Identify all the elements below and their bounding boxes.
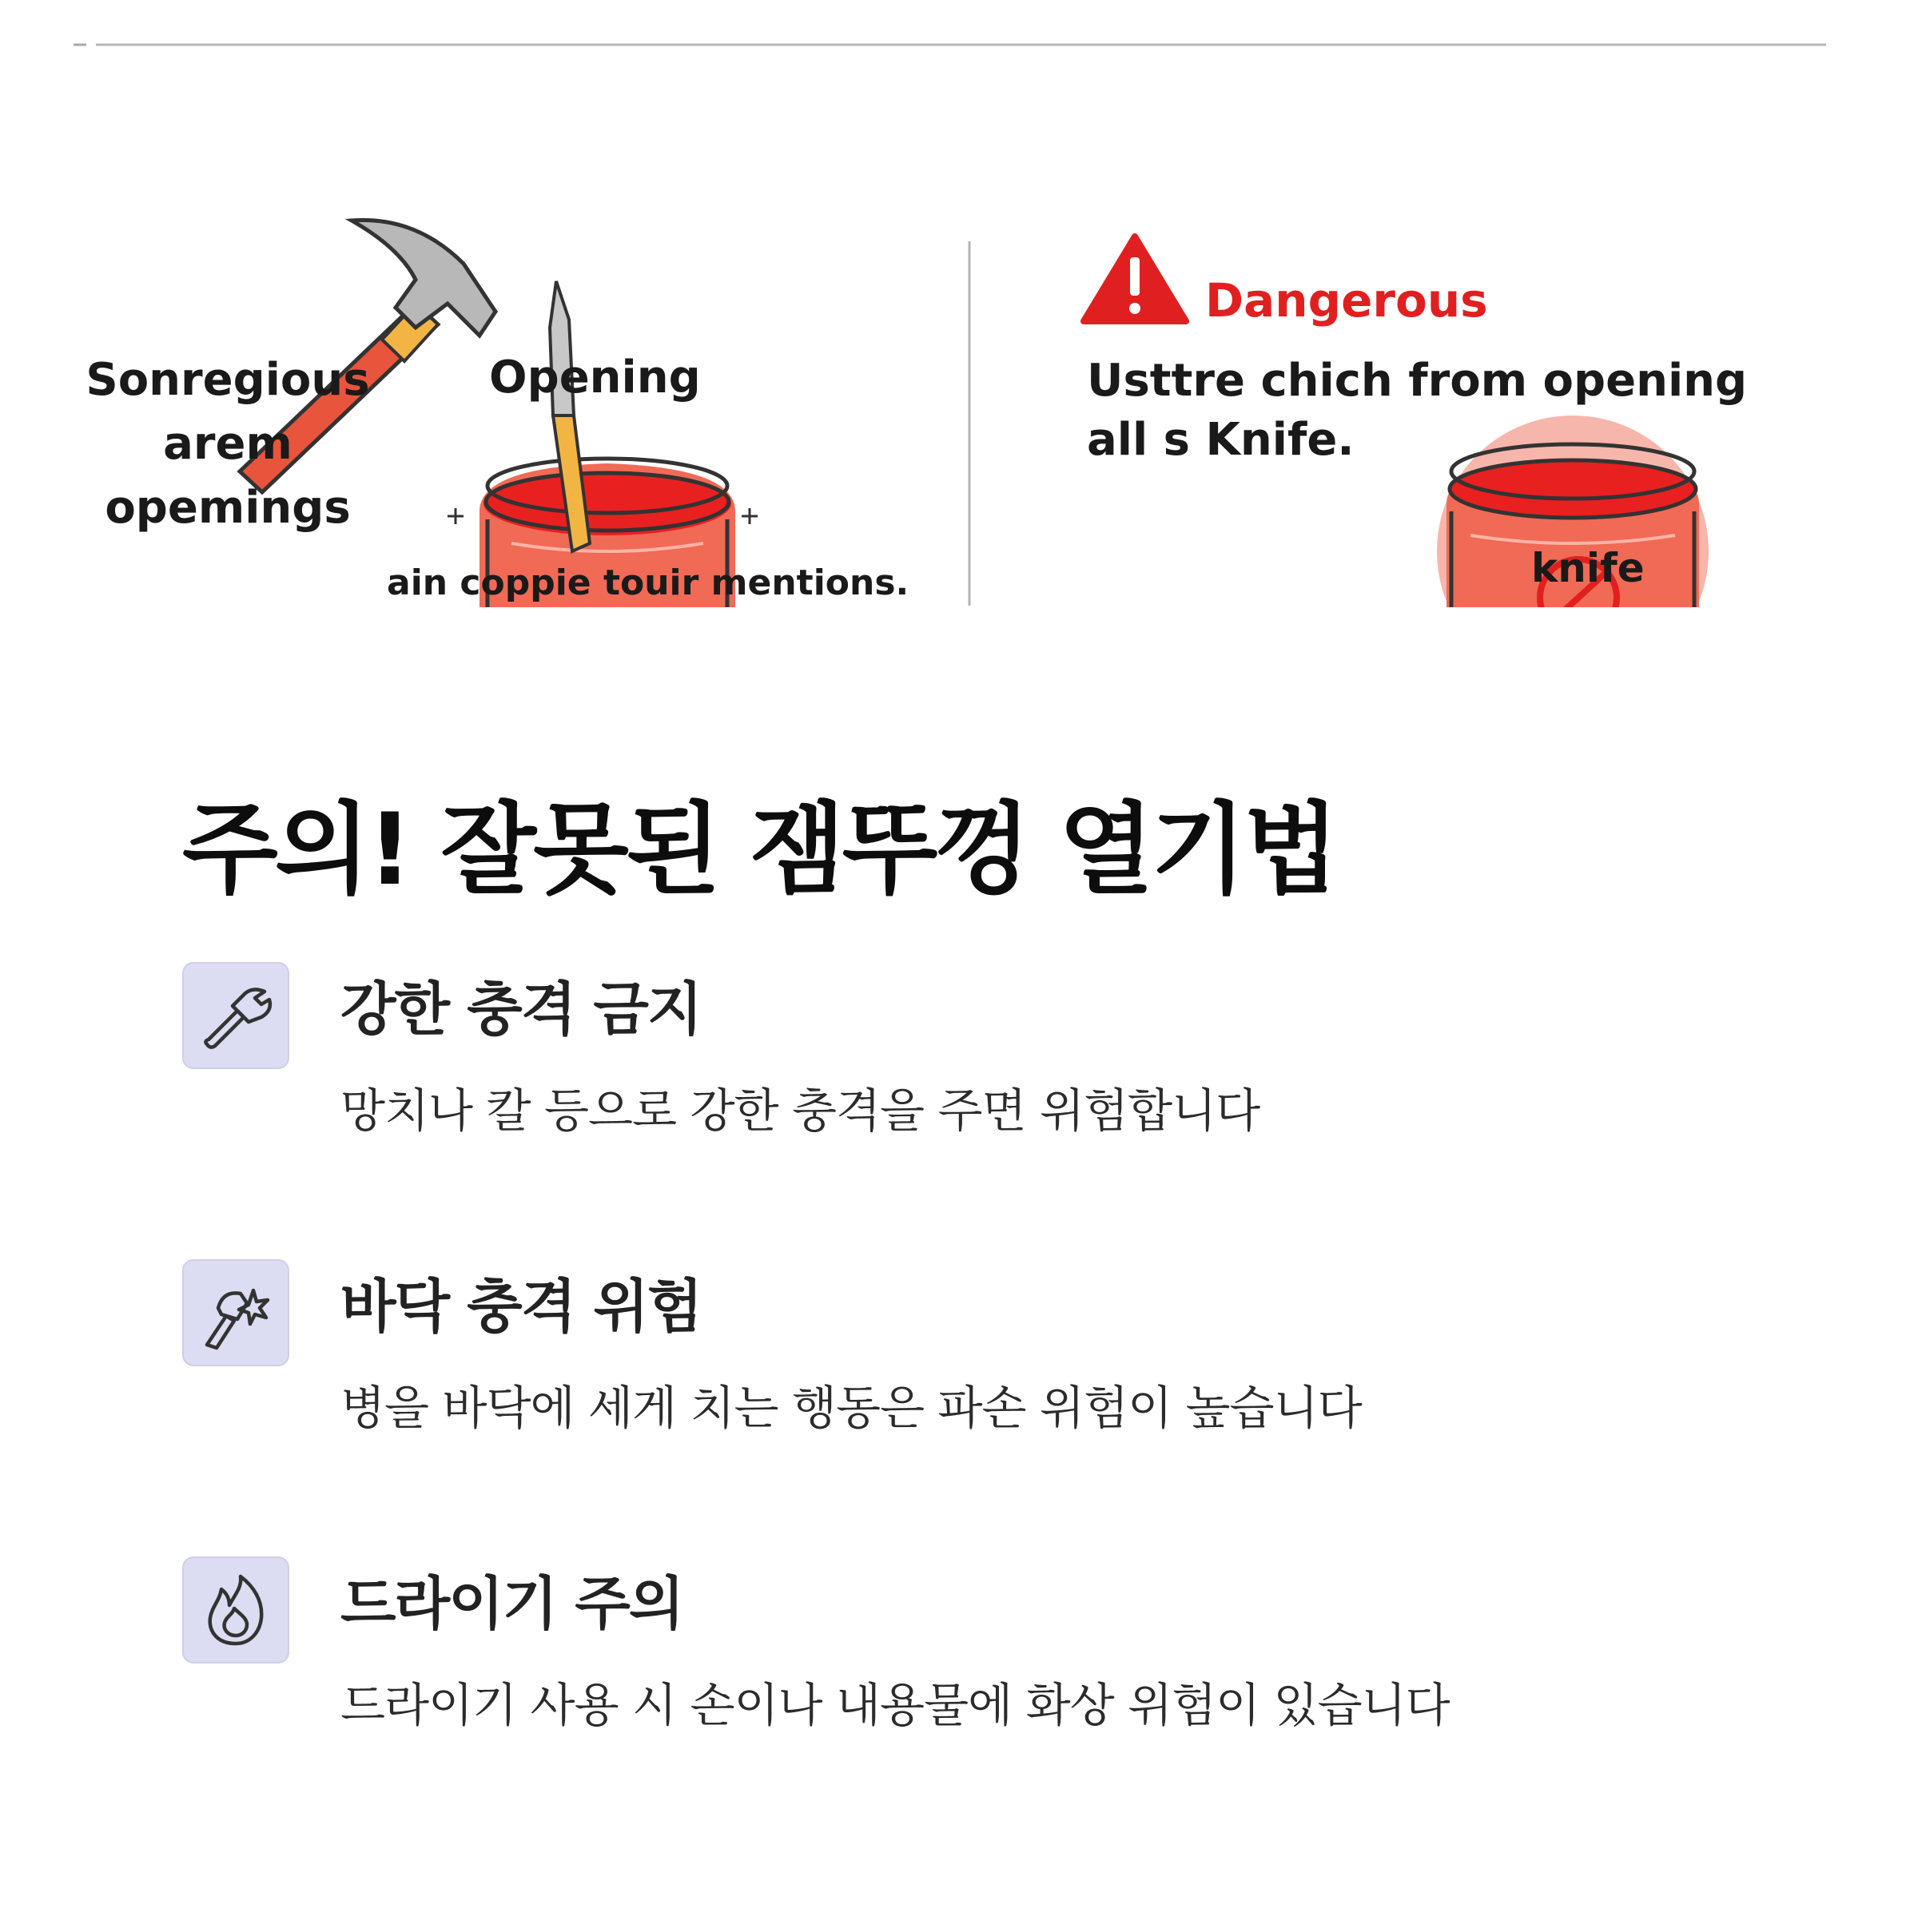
hammer-icon	[182, 962, 289, 1069]
warning-description: 드라이기 사용 시 손이나 내용물에 화상 위험이 있습니다	[340, 1678, 1450, 1732]
illustration-banner	[0, 0, 1918, 607]
illustration-label-side: Sonregious arem opemings	[86, 354, 370, 534]
warning-description: 망치나 칼 등으로 강한 충격을 주면 위험합니다	[340, 1083, 1260, 1138]
jar-label: knife	[1531, 545, 1645, 591]
warning-item-impact	[182, 962, 1701, 1170]
warning-description: 병을 바닥에 세게 치는 행동은 파손 위험이 높습니다	[340, 1381, 1362, 1435]
warning-item-floor	[182, 1259, 1701, 1467]
danger-label: Dangerous	[1205, 273, 1488, 328]
warning-heading: 바닥 충격 위험	[340, 1273, 702, 1340]
illustration-label-top: Opening	[489, 352, 701, 403]
warning-heading: 드라이기 주의	[340, 1570, 683, 1637]
illustration-caption: ain coppie touir mentions.	[387, 563, 909, 603]
warning-item-dryer	[182, 1556, 1701, 1764]
impact-icon	[182, 1259, 289, 1366]
illustration-right-text: Usttre chich from opening all s Knife.	[1087, 355, 1748, 466]
flame-icon	[182, 1556, 289, 1664]
section-title: 주의! 잘못된 잼뚜껑 열기법	[182, 793, 1336, 908]
warning-triangle-icon	[1084, 237, 1186, 321]
warning-heading: 강한 충격 금지	[340, 976, 702, 1043]
